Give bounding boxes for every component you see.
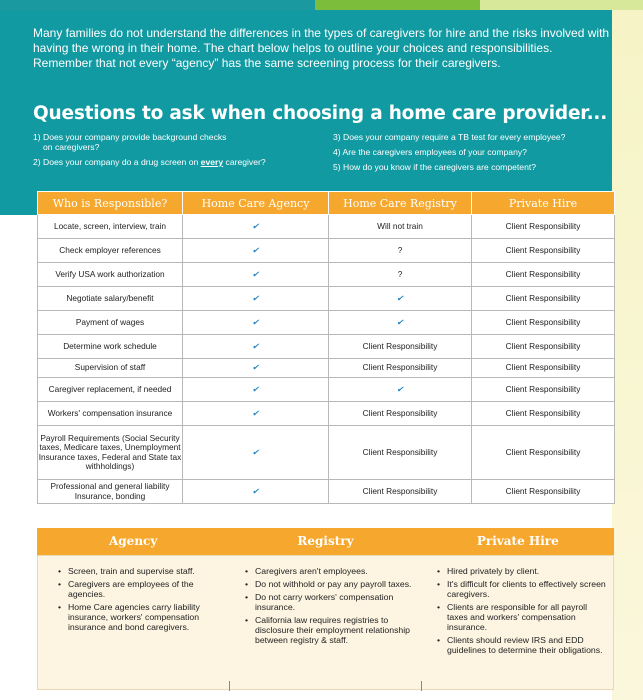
row-label: Workers' compensation insurance	[38, 402, 183, 426]
table-cell: Client Responsibility	[472, 359, 615, 378]
summary-item: • Clients should review IRS and EDD guidelines to determine their obligations.	[435, 635, 610, 655]
table-cell: ✔	[183, 215, 329, 239]
table-cell: Client Responsibility	[329, 359, 472, 378]
table-row	[38, 335, 615, 359]
top-color-strip	[0, 0, 643, 10]
column-header: Private Hire	[472, 192, 615, 215]
table-cell: ✔	[329, 287, 472, 311]
table-cell: ✔	[183, 263, 329, 287]
summary-header-private: Private Hire	[476, 534, 559, 548]
table-cell: Client Responsibility	[472, 426, 615, 480]
summary-item: • Clients are responsible for all payroll taxes and workers' compensation insurance.	[435, 602, 610, 632]
summary-header-agency: Agency	[108, 534, 158, 548]
table-cell: Client Responsibility	[329, 426, 472, 480]
summary-item: • Hired privately by client.	[435, 566, 610, 576]
table-cell: ✔	[183, 359, 329, 378]
table-row	[38, 215, 615, 239]
table-cell: ?	[329, 263, 472, 287]
table-cell: ✔	[329, 378, 472, 402]
table-header-row	[38, 192, 615, 215]
table-cell: Client Responsibility	[472, 402, 615, 426]
row-label: Check employer references	[38, 239, 183, 263]
agency-summary-list	[56, 566, 221, 635]
summary-item: • Screen, train and supervise staff.	[56, 566, 221, 576]
table-cell: ✔	[183, 287, 329, 311]
table-cell: ✔	[183, 378, 329, 402]
table-cell: ✔	[183, 311, 329, 335]
table-cell: ✔	[329, 311, 472, 335]
summary-header-registry: Registry	[297, 534, 354, 548]
row-label: Professional and general liability Insurance, bonding	[38, 480, 183, 504]
summary-item: • It's difficult for clients to effectively screen caregivers.	[435, 579, 610, 599]
table-row	[38, 480, 615, 504]
table-cell: ✔	[183, 480, 329, 504]
responsibility-table	[37, 191, 615, 504]
table-cell: Client Responsibility	[472, 311, 615, 335]
table-cell: Client Responsibility	[472, 480, 615, 504]
row-label: Locate, screen, interview, train	[38, 215, 183, 239]
divider	[421, 681, 422, 691]
question-3: 3) Does your company require a TB test for every employee?	[333, 132, 566, 142]
summary-item: • Do not carry workers' compensation insurance.	[243, 592, 428, 612]
table-cell: Client Responsibility	[472, 378, 615, 402]
table-row	[38, 426, 615, 480]
summary-item: • Caregivers are employees of the agencies.	[56, 579, 221, 599]
row-label: Payroll Requirements (Social Security taxes, Medicare taxes, Unemployment Insurance taxes, Federal and State tax withholdings)	[38, 426, 183, 480]
registry-summary-list	[243, 566, 428, 648]
table-cell: Client Responsibility	[472, 335, 615, 359]
summary-header	[37, 528, 614, 555]
row-label: Caregiver replacement, if needed	[38, 378, 183, 402]
table-cell: ?	[329, 239, 472, 263]
question-1: 1) Does your company provide background checks on caregivers?	[33, 132, 227, 152]
table-row	[38, 287, 615, 311]
question-5: 5) How do you know if the caregivers are competent?	[333, 162, 537, 172]
table-cell: Client Responsibility	[472, 239, 615, 263]
page-heading: Questions to ask when choosing a home care provider...	[33, 103, 608, 124]
row-label: Supervision of staff	[38, 359, 183, 378]
divider	[229, 681, 230, 691]
summary-item: • California law requires registries to disclosure their employment relationship between registry & staff.	[243, 615, 428, 645]
intro-text: Many families do not understand the differences in the types of caregivers for hire and the risks involved with having the wrong in their home. The chart below helps to outline your choices and responsibilities. Remember that not every “agency” has the same screening process for their caregivers.	[33, 26, 610, 70]
table-cell: ✔	[183, 239, 329, 263]
summary-item: • Caregivers aren't employees.	[243, 566, 428, 576]
question-4: 4) Are the caregivers employees of your company?	[333, 147, 527, 157]
table-cell: Client Responsibility	[329, 480, 472, 504]
row-label: Determine work schedule	[38, 335, 183, 359]
summary-item: • Do not withhold or pay any payroll taxes.	[243, 579, 428, 589]
decorative-side-band	[612, 10, 643, 700]
table-row	[38, 402, 615, 426]
row-label: Negotiate salary/benefit	[38, 287, 183, 311]
table-cell: Client Responsibility	[329, 335, 472, 359]
row-label: Verify USA work authorization	[38, 263, 183, 287]
question-2: 2) Does your company do a drug screen on every caregiver?	[33, 157, 266, 167]
table-cell: Client Responsibility	[472, 287, 615, 311]
table-cell: Will not train	[329, 215, 472, 239]
table-cell: Client Responsibility	[472, 263, 615, 287]
table-row	[38, 311, 615, 335]
summary-box	[37, 555, 614, 690]
column-header: Home Care Registry	[329, 192, 472, 215]
private-summary-list	[435, 566, 610, 658]
table-cell: ✔	[183, 335, 329, 359]
table-row	[38, 239, 615, 263]
table-cell: Client Responsibility	[472, 215, 615, 239]
column-header: Who is Responsible?	[38, 192, 183, 215]
table-cell: ✔	[183, 426, 329, 480]
column-header: Home Care Agency	[183, 192, 329, 215]
table-row	[38, 378, 615, 402]
row-label: Payment of wages	[38, 311, 183, 335]
table-row	[38, 263, 615, 287]
table-cell: ✔	[183, 402, 329, 426]
table-cell: Client Responsibility	[329, 402, 472, 426]
summary-item: • Home Care agencies carry liability insurance, workers' compensation insurance and bond caregivers.	[56, 602, 221, 632]
table-row	[38, 359, 615, 378]
